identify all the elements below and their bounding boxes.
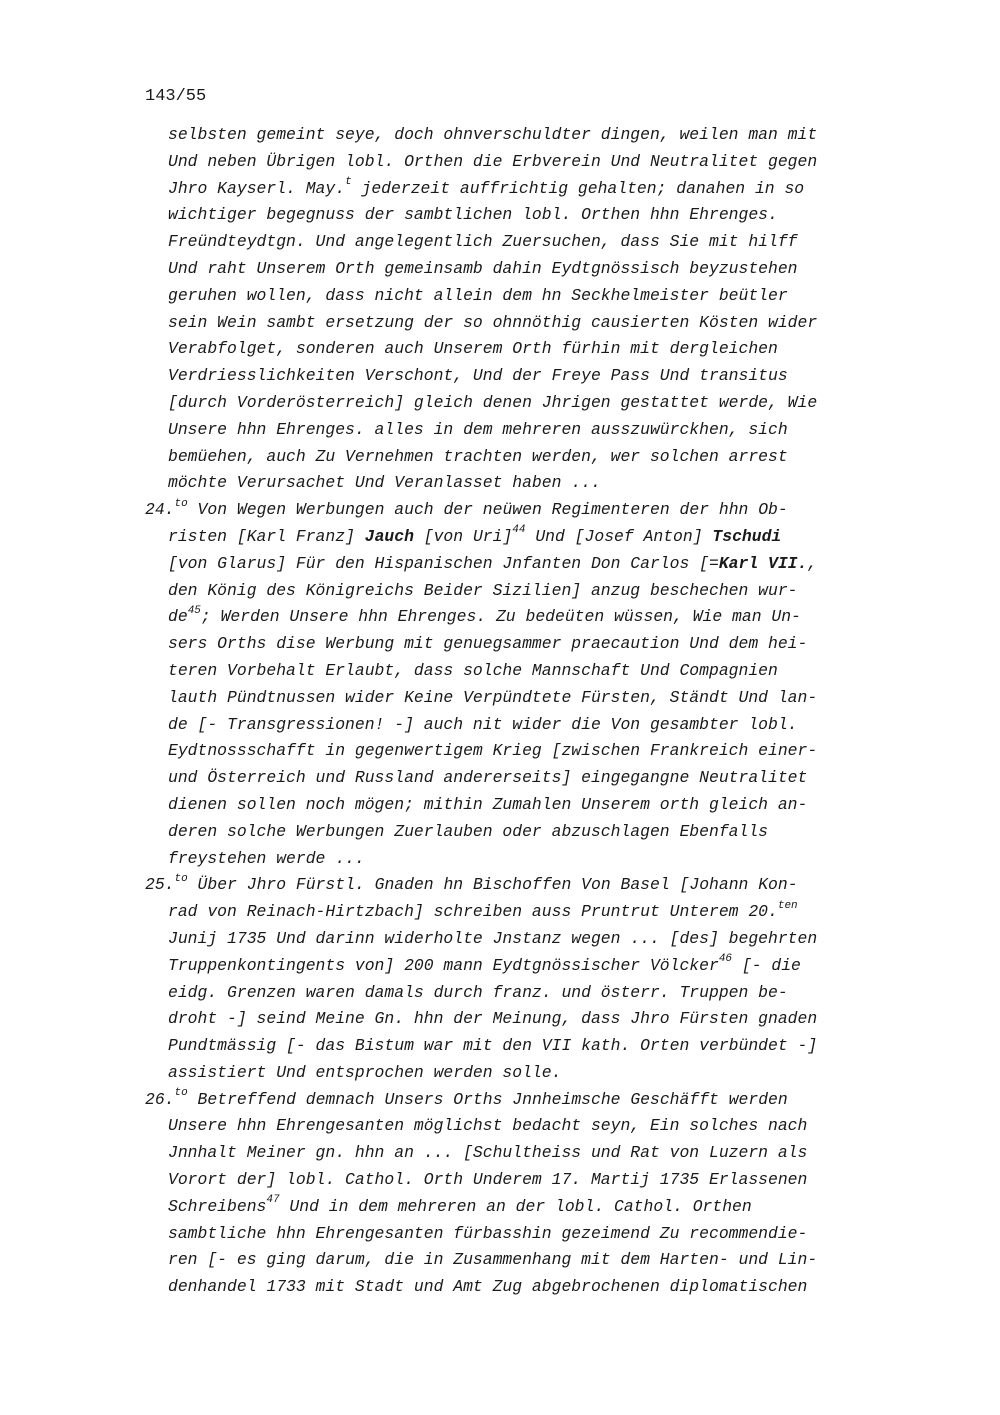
text-run: Verdriesslichkeiten Verschont, Und der Freye Pass Und transitus — [168, 366, 788, 386]
text-run: 26. — [145, 1089, 175, 1109]
text-run: droht -] seind Meine Gn. hhn der Meinung, dass Jhro Fürsten gnaden — [168, 1009, 818, 1029]
text-run: [- die — [732, 955, 801, 975]
text-run: Junij 1735 Und darinn widerholte Jnstanz wegen ... [des] begehrten — [168, 928, 818, 948]
text-line — [145, 1194, 905, 1221]
text-line — [145, 980, 905, 1007]
text-line — [145, 712, 905, 739]
superscript: to — [174, 497, 188, 510]
text-run: Und [Josef Anton] — [525, 526, 713, 546]
text-run: de [- Transgressionen! -] auch nit wider die Von gesambter lobl. — [168, 714, 798, 734]
text-run: Und raht Unserem Orth gemeinsamb dahin Eydtgnössisch beyzustehen — [168, 258, 798, 278]
superscript: ten — [777, 899, 798, 912]
text-run: dienen sollen noch mögen; mithin Zumahlen Unserem orth gleich an- — [168, 794, 808, 814]
text-line — [145, 1167, 905, 1194]
text-run: [durch Vorderösterreich] gleich denen Jhrigen gestattet werde, Wie — [168, 392, 818, 412]
text-run: sein Wein sambt ersetzung der so ohnnöthig causierten Kösten wider — [168, 312, 818, 332]
text-run: Eydtnossschafft in gegenwertigem Krieg [zwischen Frankreich einer- — [168, 741, 818, 761]
list-item-start — [145, 497, 905, 524]
superscript: to — [174, 1087, 188, 1100]
text-line — [145, 846, 905, 873]
text-run: rad von Reinach-Hirtzbach] schreiben auss Pruntrut Unterem 20. — [168, 902, 778, 922]
text-line — [145, 229, 905, 256]
superscript: to — [174, 872, 188, 885]
text-run: Unsere hhn Ehrenges. alles in dem mehreren ausszuwürckhen, sich — [168, 419, 788, 439]
text-line — [145, 336, 905, 363]
text-line — [145, 122, 905, 149]
text-run: Truppenkontingents von] 200 mann Eydtgnössischer Völcker — [168, 955, 719, 975]
text-run: Schreibens — [168, 1196, 267, 1216]
text-line — [145, 631, 905, 658]
text-line — [145, 444, 905, 471]
text-line — [145, 685, 905, 712]
text-run: eidg. Grenzen waren damals durch franz. und österr. Truppen be- — [168, 982, 788, 1002]
text-line — [145, 1221, 905, 1248]
text-line — [145, 551, 905, 578]
text-run: geruhen wollen, dass nicht allein dem hn Seckhelmeister beütler — [168, 285, 788, 305]
text-line — [145, 176, 905, 203]
text-line — [145, 470, 905, 497]
text-run: risten [Karl Franz] — [168, 526, 365, 546]
text-line — [145, 1140, 905, 1167]
text-run: selbsten gemeint seye, doch ohnverschuldter dingen, weilen man mit — [168, 125, 818, 144]
text-run: de — [168, 607, 188, 627]
superscript: 44 — [512, 524, 526, 537]
bold-name: Tschudi — [712, 526, 782, 546]
text-run: sambtliche hhn Ehrengesanten fürbasshin gezeimend Zu recommendie- — [168, 1223, 808, 1243]
bold-name: Jauch — [364, 526, 414, 546]
text-run: Betreffend demnach Unsers Orths Jnnheimsche Geschäfft werden — [187, 1089, 788, 1109]
text-run: assistiert Und entsprochen werden solle. — [168, 1062, 562, 1082]
text-run: , — [807, 553, 818, 573]
body-text — [145, 122, 905, 1301]
text-line — [145, 1113, 905, 1140]
text-run: Jnnhalt Meiner gn. hhn an ... [Schultheiss und Rat von Luzern als — [168, 1143, 808, 1163]
text-line — [145, 765, 905, 792]
text-run: wichtiger begegnuss der sambtlichen lobl. Orthen hhn Ehrenges. — [168, 205, 778, 225]
text-line — [145, 1033, 905, 1060]
text-run: 24. — [145, 500, 175, 520]
text-line — [145, 149, 905, 176]
text-run: ; Werden Unsere hhn Ehrenges. Zu bedeüten wüssen, Wie man Un- — [200, 607, 801, 627]
text-line — [145, 310, 905, 337]
text-line — [145, 283, 905, 310]
text-run: Und in dem mehreren an der lobl. Cathol. Orthen — [279, 1196, 752, 1216]
text-line — [145, 899, 905, 926]
text-line — [145, 819, 905, 846]
text-run: Freündteydtgn. Und angelegentlich Zuersuchen, dass Sie mit hilff — [168, 232, 798, 252]
text-run: Vorort der] lobl. Cathol. Orth Underem 17. Martij 1735 Erlassenen — [168, 1170, 808, 1190]
text-run: Und neben Übrigen lobl. Orthen die Erbverein Und Neutralitet gegen — [168, 151, 818, 171]
bold-name: Karl VII. — [718, 553, 808, 573]
text-run: ren [- es ging darum, die in Zusammenhang mit dem Harten- und Lin- — [168, 1250, 818, 1270]
text-line — [145, 390, 905, 417]
list-item-start — [145, 872, 905, 899]
text-run: den König des Königreichs Beider Sizilien] anzug beschechen wur- — [168, 580, 798, 600]
text-line — [145, 524, 905, 551]
superscript: 47 — [266, 1194, 280, 1207]
superscript: t — [345, 176, 352, 189]
text-run: deren solche Werbungen Zuerlauben oder abzuschlagen Ebenfalls — [168, 821, 768, 841]
text-run: Pundtmässig [- das Bistum war mit den VII kath. Orten verbündet -] — [168, 1036, 818, 1056]
text-line — [145, 1006, 905, 1033]
text-line — [145, 953, 905, 980]
text-run: und Österreich und Russland andererseits] eingegangne Neutralitet — [168, 768, 808, 788]
text-run: Jhro Kayserl. May. — [168, 178, 346, 198]
text-run: [von Glarus] Für den Hispanischen Jnfanten Don Carlos [= — [168, 553, 719, 573]
text-run: Unsere hhn Ehrengesanten möglichst bedacht seyn, Ein solches nach — [168, 1116, 808, 1136]
text-run: denhandel 1733 mit Stadt und Amt Zug abgebrochenen diplomatischen — [168, 1277, 808, 1297]
text-run: 25. — [145, 875, 175, 895]
text-run: möchte Verursachet Und Veranlasset haben ... — [168, 473, 601, 493]
page-number: 143/55 — [145, 87, 207, 106]
text-run: Über Jhro Fürstl. Gnaden hn Bischoffen Von Basel [Johann Kon- — [187, 875, 798, 895]
text-run: freystehen werde ... — [168, 848, 365, 868]
text-run: [von Uri] — [413, 526, 513, 546]
superscript: 45 — [187, 604, 201, 617]
text-run: Von Wegen Werbungen auch der neüwen Regimenteren der hhn Ob- — [187, 500, 788, 520]
text-line — [145, 578, 905, 605]
superscript: 46 — [718, 953, 733, 966]
text-line — [145, 658, 905, 685]
text-run: lauth Pündtnussen wider Keine Verpündtete Fürsten, Ständt Und lan- — [168, 687, 818, 707]
text-line — [145, 202, 905, 229]
text-line — [145, 1060, 905, 1087]
text-line — [145, 1274, 905, 1301]
text-run: teren Vorbehalt Erlaubt, dass solche Mannschaft Und Compagnien — [168, 660, 778, 680]
text-line — [145, 256, 905, 283]
list-item-start — [145, 1087, 905, 1114]
text-run: bemüehen, auch Zu Vernehmen trachten werden, wer solchen arrest — [168, 446, 788, 466]
text-line — [145, 738, 905, 765]
text-run: sers Orths dise Werbung mit genuegsammer praecaution Und dem hei- — [168, 634, 808, 654]
text-line — [145, 417, 905, 444]
text-line — [145, 792, 905, 819]
text-run: jederzeit auffrichtig gehalten; danahen in so — [351, 178, 805, 198]
text-line — [145, 1247, 905, 1274]
text-run: Verabfolget, sonderen auch Unserem Orth fürhin mit dergleichen — [168, 339, 778, 359]
text-line — [145, 363, 905, 390]
text-line — [145, 926, 905, 953]
text-line — [145, 604, 905, 631]
